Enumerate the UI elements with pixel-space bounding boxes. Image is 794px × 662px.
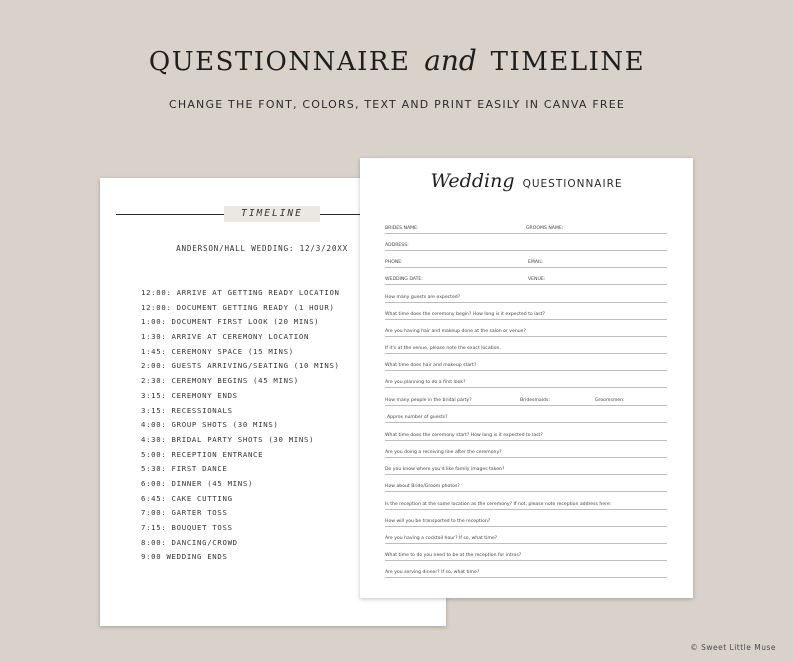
question-row xyxy=(385,479,667,492)
question-row xyxy=(385,341,667,354)
question-text: What time does hair and makeup start? xyxy=(385,363,477,368)
bridesmaids-label: Bridesmaids: xyxy=(520,398,550,403)
question-row xyxy=(385,375,667,388)
timeline-item: 4:30: BRIDAL PARTY SHOTS (30 MINS) xyxy=(141,434,315,444)
main-title xyxy=(0,44,794,77)
timeline-item: 7:15: BOUQUET TOSS xyxy=(141,523,233,532)
title-and: and xyxy=(424,44,477,77)
brides-name-label: BRIDES NAME: xyxy=(385,226,419,231)
timeline-item: 2:30: CEREMONY BEGINS (45 MINS) xyxy=(141,376,299,386)
title-part2: TIMELINE xyxy=(490,47,646,77)
question-text: Are you doing a receiving line after the ceremony? xyxy=(385,450,502,455)
timeline-item: 1:30: ARRIVE AT CEREMONY LOCATION xyxy=(141,332,310,342)
question-row xyxy=(385,358,667,371)
timeline-item: 12:00: ARRIVE AT GETTING READY LOCATION xyxy=(141,288,340,297)
questionnaire-page xyxy=(360,158,693,598)
question-text: What time does the ceremony start? How long is it expected to last? xyxy=(385,433,543,438)
question-row xyxy=(385,410,667,423)
questionnaire-script-title: Wedding xyxy=(430,170,515,192)
field-row-date-venue xyxy=(385,272,667,285)
question-text: Are you planning to do a first look? xyxy=(385,380,466,385)
question-row xyxy=(385,290,667,303)
question-text: Are you having hair and makeup done at the salon or venue? xyxy=(385,329,526,334)
question-row xyxy=(385,445,667,458)
address-label: ADDRESS: xyxy=(385,243,409,248)
timeline-event-line: ANDERSON/HALL WEDDING: 12/3/20XX xyxy=(176,244,348,253)
timeline-item: 3:15: RECESSIONALS xyxy=(141,405,233,415)
question-row xyxy=(385,565,667,578)
timeline-item: 7:00: GARTER TOSS xyxy=(141,508,228,518)
question-text: How many guests are expected? xyxy=(385,295,461,300)
question-text: Are you serving dinner? If so, what time? xyxy=(385,570,480,575)
timeline-item: 8:00: DANCING/CROWD xyxy=(141,537,238,547)
question-text: How about Bride/Groom photos? xyxy=(385,484,460,489)
question-text: How many people in the bridal party? xyxy=(385,398,472,403)
question-text: What time does the ceremony begin? How long is it expected to last? xyxy=(385,312,545,317)
question-row xyxy=(385,531,667,544)
question-text: If it's at the venue, please note the exact location. xyxy=(385,346,501,351)
question-row xyxy=(385,393,667,406)
timeline-item: 12:00: DOCUMENT GETTING READY (1 HOUR) xyxy=(141,302,335,312)
questionnaire-title: QUESTIONNAIRE xyxy=(522,178,623,190)
timeline-item: 2:00: GUESTS ARRIVING/SEATING (10 MINS) xyxy=(141,361,340,371)
question-text: Is the reception at the same location as the ceremony? If not, please note reception address here: xyxy=(385,502,612,507)
questionnaire-header xyxy=(360,170,693,192)
question-row xyxy=(385,548,667,561)
question-row xyxy=(385,324,667,337)
timeline-item: 5:30: FIRST DANCE xyxy=(141,464,228,474)
timeline-heading: TIMELINE xyxy=(224,206,320,222)
field-row-names xyxy=(385,221,667,234)
wedding-date-label: WEDDING DATE: xyxy=(385,277,423,282)
groomsmen-label: Groomsmen: xyxy=(595,398,625,403)
title-part1: QUESTIONNAIRE xyxy=(148,47,411,77)
question-text: What time to do you need to be at the reception for intros? xyxy=(385,553,522,558)
question-text: How will you be transported to the reception? xyxy=(385,519,491,524)
field-row-address xyxy=(385,238,667,251)
question-row xyxy=(385,462,667,475)
question-row xyxy=(385,514,667,527)
credit: © Sweet Little Muse xyxy=(690,643,776,652)
timeline-list xyxy=(141,288,340,567)
timeline-item: 6:00: DINNER (45 MINS) xyxy=(141,478,254,488)
question-row xyxy=(385,428,667,441)
field-row-contact xyxy=(385,255,667,268)
question-text: Approx number of guests? xyxy=(387,415,448,420)
timeline-item: 9:00 WEDDING ENDS xyxy=(141,552,228,562)
timeline-item: 6:45: CAKE CUTTING xyxy=(141,493,233,503)
email-label: EMAIL: xyxy=(528,260,544,265)
subtitle: CHANGE THE FONT, COLORS, TEXT AND PRINT EASILY IN CANVA FREE xyxy=(168,98,625,111)
timeline-item: 3:15: CEREMONY ENDS xyxy=(141,390,238,400)
question-row xyxy=(385,497,667,510)
phone-label: PHONE: xyxy=(385,260,403,265)
timeline-item: 1:45: CEREMONY SPACE (15 MINS) xyxy=(141,346,294,356)
question-text: Are you having a cocktail hour? If so, what time? xyxy=(385,536,498,541)
question-row xyxy=(385,307,667,320)
grooms-name-label: GROOMS NAME: xyxy=(526,226,564,231)
venue-label: VENUE: xyxy=(528,277,546,282)
timeline-item: 4:00: GROUP SHOTS (30 MINS) xyxy=(141,420,279,430)
timeline-item: 5:00: RECEPTION ENTRANCE xyxy=(141,449,264,459)
question-text: Do you know where you'd like family images taken? xyxy=(385,467,505,472)
timeline-item: 1:00: DOCUMENT FIRST LOOK (20 MINS) xyxy=(141,317,320,327)
